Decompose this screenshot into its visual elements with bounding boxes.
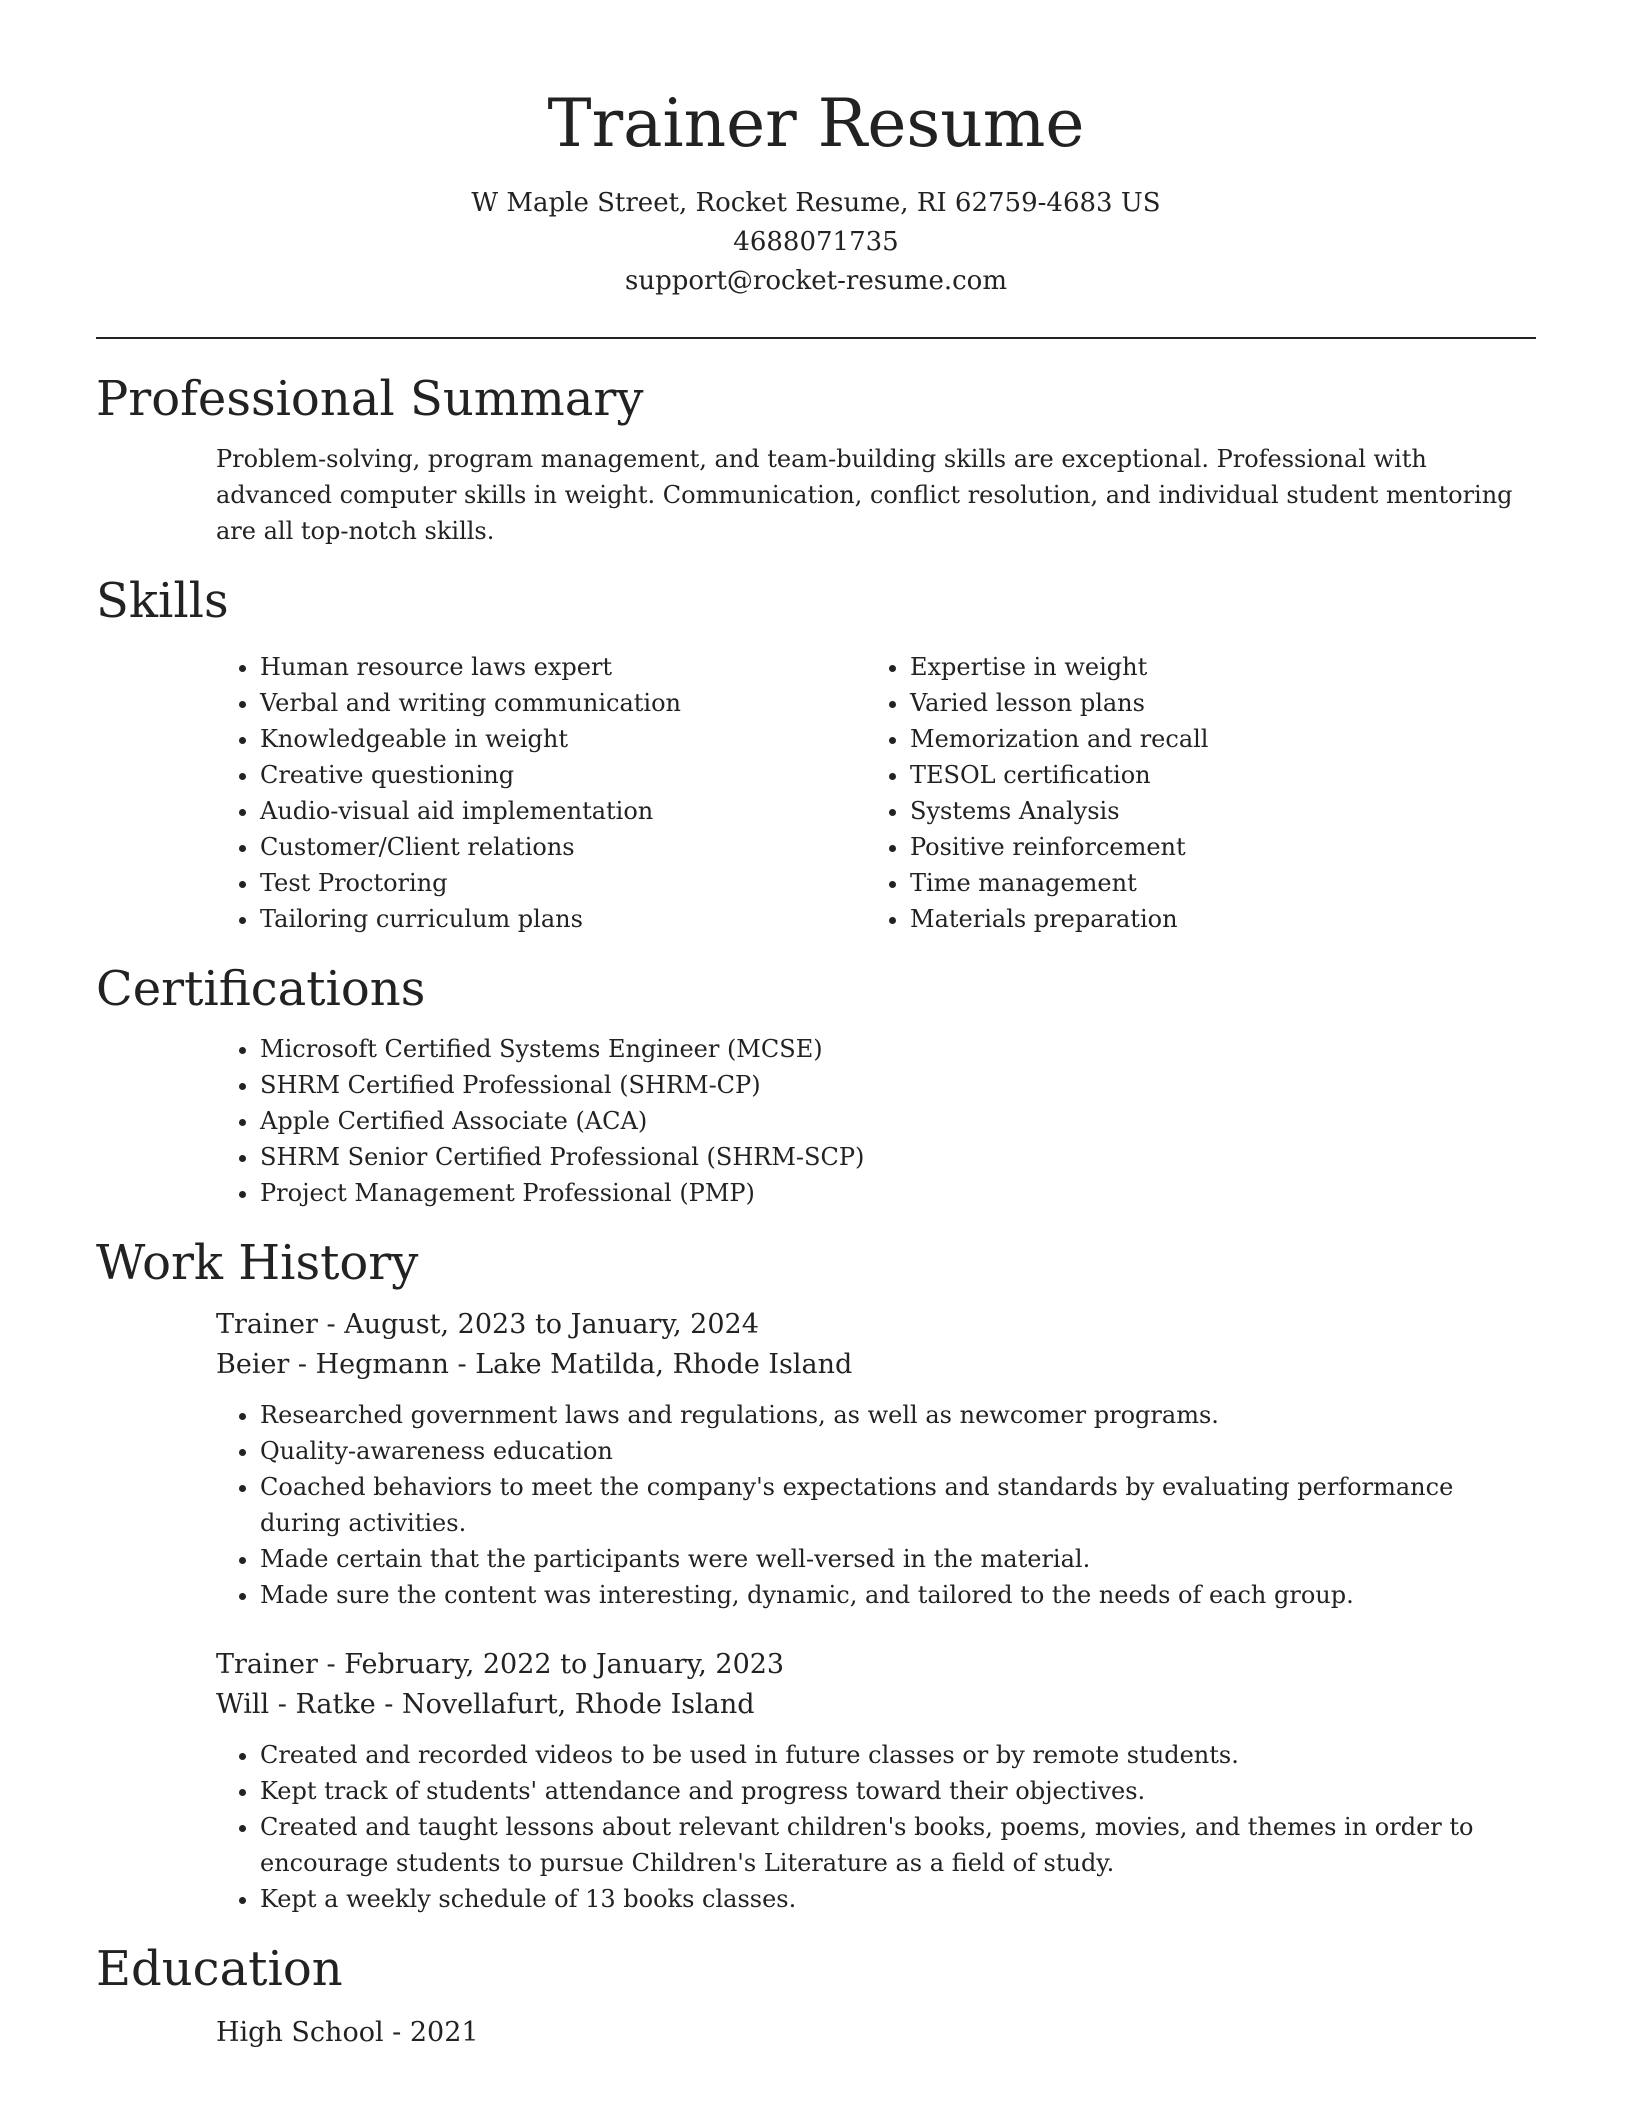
skill-item: • Test Proctoring: [260, 865, 866, 901]
skill-item: • Systems Analysis: [910, 793, 1516, 829]
job-bullet: • Made sure the content was interesting, dynamic, and tailored to the needs of each group.: [260, 1577, 1536, 1613]
job-company: Beier - Hegmann: [216, 1349, 449, 1380]
job-bullet: • Created and recorded videos to be used in future classes or by remote students.: [260, 1737, 1536, 1773]
work-history-heading: Work History: [96, 1235, 419, 1291]
skill-item: • TESOL certification: [910, 757, 1516, 793]
certifications-section: [96, 959, 1536, 1211]
skill-item: • Positive reinforcement: [910, 829, 1516, 865]
job-bullet: • Kept a weekly schedule of 13 books classes.: [260, 1881, 1536, 1917]
job-title-line: [216, 1305, 1536, 1345]
certification-item: • Microsoft Certified Systems Engineer (MCSE): [260, 1031, 1536, 1067]
resume-page: [96, 0, 1536, 2053]
job-dates: - February, 2022 to January, 2023: [317, 1649, 785, 1680]
skills-column-right: [866, 649, 1516, 937]
job-title-line: [216, 1645, 1536, 1685]
job-company-line: [216, 1345, 1536, 1385]
contact-email: support@rocket-resume.com: [624, 266, 1007, 296]
education-entry: [216, 2013, 1536, 2053]
certification-item: • SHRM Senior Certified Professional (SHRM-SCP): [260, 1139, 1536, 1175]
job-location: - Lake Matilda, Rhode Island: [448, 1349, 853, 1380]
skills-section: [96, 571, 1536, 937]
summary-text: Problem-solving, program management, and team-building skills are exceptional. Professional with advanced computer skills in weight. Communication, conflict resolution, and individual student mentoring are all top-notch skills.: [216, 445, 1513, 545]
job-role: Trainer: [216, 1649, 318, 1680]
job-dates: - August, 2023 to January, 2024: [317, 1309, 759, 1340]
contact-phone: 4688071735: [733, 227, 899, 257]
skill-item: • Materials preparation: [910, 901, 1516, 937]
certification-item: • SHRM Certified Professional (SHRM-CP): [260, 1067, 1536, 1103]
contact-address: W Maple Street, Rocket Resume, RI 62759-4683 US: [471, 188, 1161, 218]
job-bullet: • Kept track of students' attendance and progress toward their objectives.: [260, 1773, 1536, 1809]
job-entry: [216, 1305, 1536, 1613]
skill-item: • Varied lesson plans: [910, 685, 1516, 721]
skill-item: • Expertise in weight: [910, 649, 1516, 685]
skill-item: • Customer/Client relations: [260, 829, 866, 865]
job-role: Trainer: [216, 1309, 318, 1340]
skill-item: • Memorization and recall: [910, 721, 1516, 757]
education-heading: Education: [96, 1941, 343, 1997]
education-degree: High School: [216, 2017, 384, 2048]
certifications-heading: Certifications: [96, 961, 426, 1017]
job-bullet: • Created and taught lessons about relevant children's books, poems, movies, and themes in order to encourage students to pursue Children's Literature as a field of study.: [260, 1809, 1536, 1881]
job-bullet: • Coached behaviors to meet the company's expectations and standards by evaluating performance during activities.: [260, 1469, 1536, 1541]
certification-item: • Apple Certified Associate (ACA): [260, 1103, 1536, 1139]
resume-header: [96, 0, 1536, 301]
skill-item: • Human resource laws expert: [260, 649, 866, 685]
header-divider: [96, 337, 1536, 339]
education-year: - 2021: [383, 2017, 479, 2048]
skill-item: • Audio-visual aid implementation: [260, 793, 866, 829]
job-company-line: [216, 1685, 1536, 1725]
job-bullet: • Made certain that the participants were well-versed in the material.: [260, 1541, 1536, 1577]
skill-item: • Time management: [910, 865, 1516, 901]
summary-section: [96, 369, 1536, 549]
summary-heading: Professional Summary: [96, 371, 644, 427]
skill-item: • Verbal and writing communication: [260, 685, 866, 721]
skills-column-left: [216, 649, 866, 937]
job-bullet: • Quality-awareness education: [260, 1433, 1536, 1469]
job-entry: [216, 1645, 1536, 1917]
skill-item: • Knowledgeable in weight: [260, 721, 866, 757]
job-bullet: • Researched government laws and regulations, as well as newcomer programs.: [260, 1397, 1536, 1433]
skill-item: • Tailoring curriculum plans: [260, 901, 866, 937]
education-section: [96, 1939, 1536, 2053]
skill-item: • Creative questioning: [260, 757, 866, 793]
skills-heading: Skills: [96, 573, 229, 629]
job-location: - Novellafurt, Rhode Island: [375, 1689, 755, 1720]
resume-title: Trainer Resume: [547, 85, 1085, 162]
job-company: Will - Ratke: [216, 1689, 376, 1720]
certification-item: • Project Management Professional (PMP): [260, 1175, 1536, 1211]
work-history-section: [96, 1233, 1536, 1917]
